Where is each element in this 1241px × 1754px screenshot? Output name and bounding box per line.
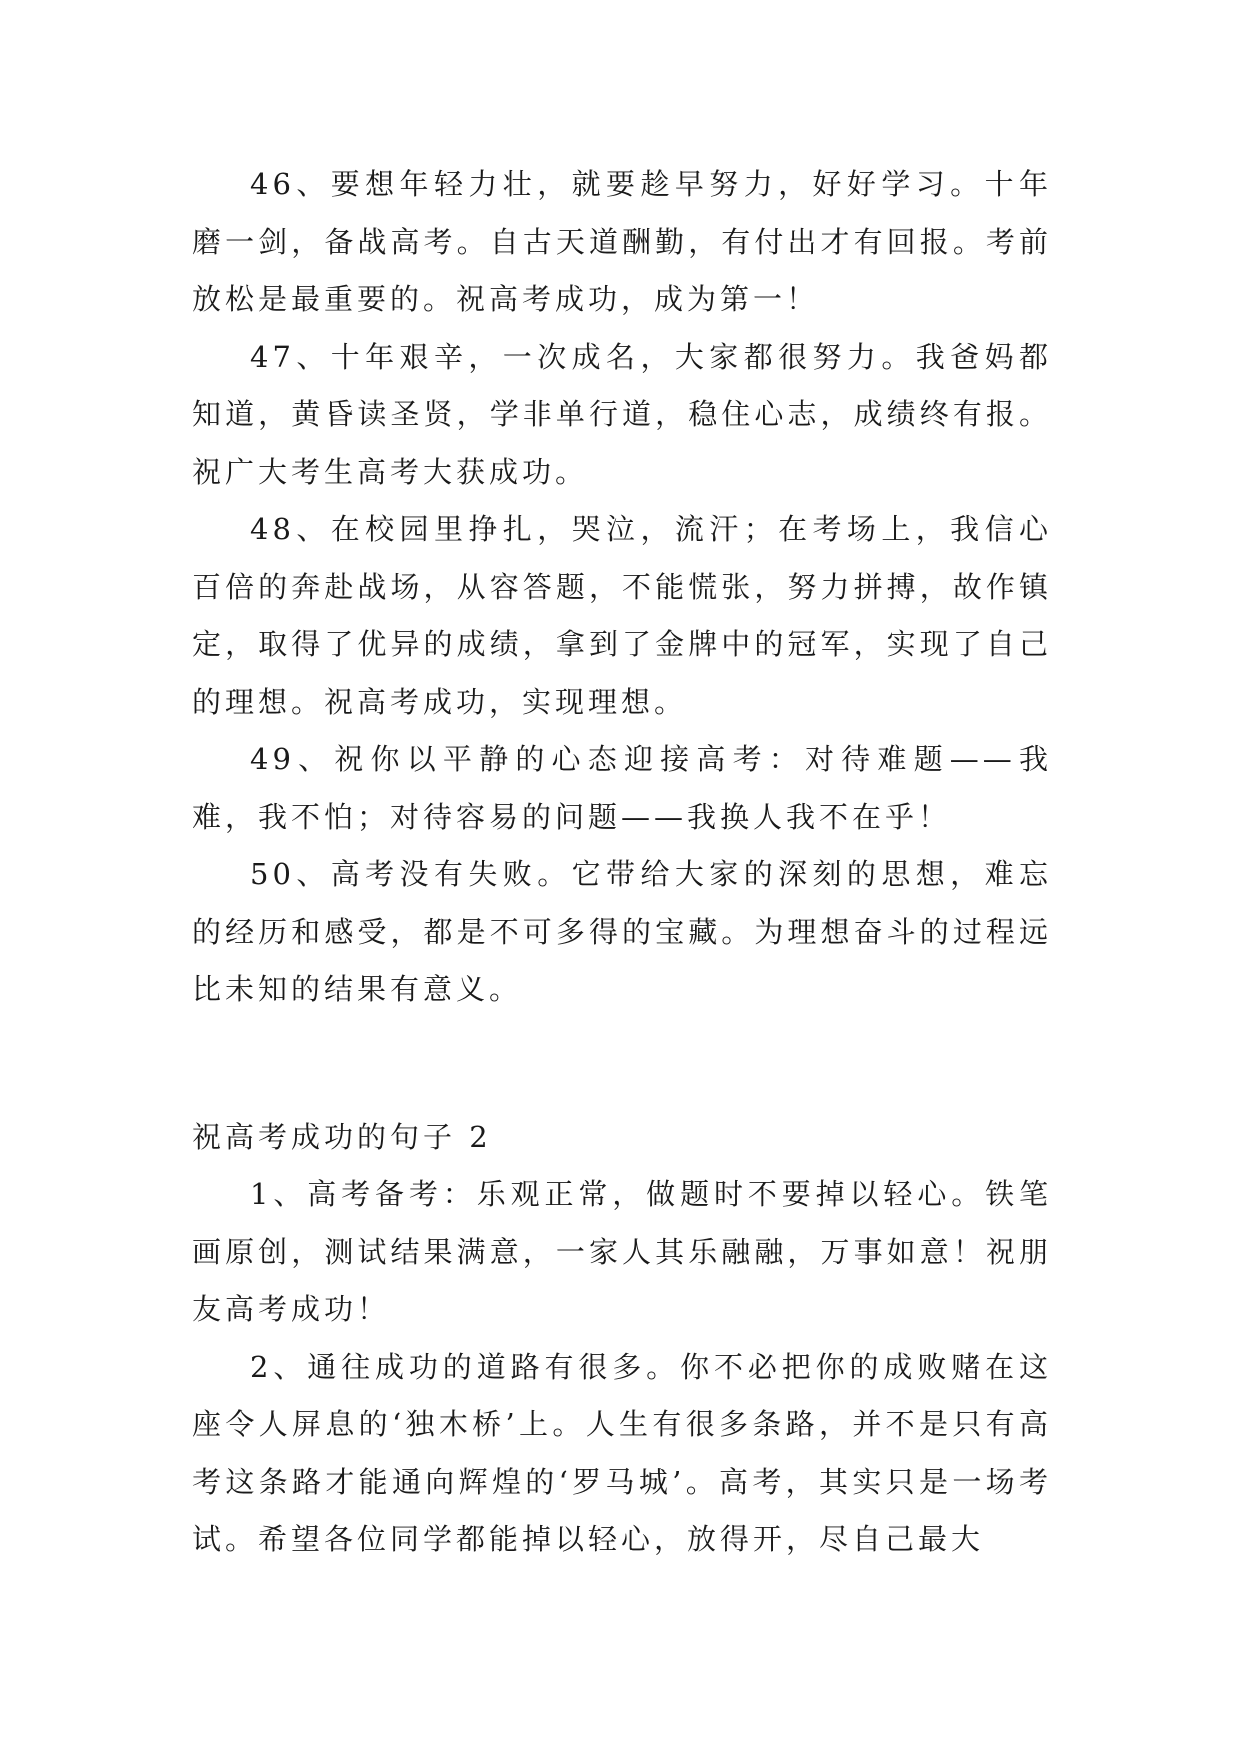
paragraph-2: 2、通往成功的道路有很多。你不必把你的成败赌在这座令人屏息的‘独木桥’上。人生有很多条路，并不是只有高考这条路才能通向辉煌的‘罗马城’。高考，其实只是一场考试。希望各位同学都能掉以轻心，放得开，尽自己最大: [192, 1349, 1052, 1556]
paragraph-47: 47、十年艰辛，一次成名，大家都很努力。我爸妈都知道，黄昏读圣贤，学非单行道，稳住心志，成绩终有报。祝广大考生高考大获成功。: [192, 339, 1052, 489]
section-title: 祝高考成功的句子 2: [192, 1119, 492, 1154]
document-body: [192, 156, 1052, 1569]
paragraph-48: 48、在校园里挣扎，哭泣，流汗；在考场上，我信心百倍的奔赴战场，从容答题，不能慌张，努力拼搏，故作镇定，取得了优异的成绩，拿到了金牌中的冠军，实现了自己的理想。祝高考成功，实现理想。: [192, 512, 1052, 719]
paragraph-49: 49、祝你以平静的心态迎接高考：对待难题——我难，我不怕；对待容易的问题——我换人我不在乎！: [192, 742, 1052, 834]
paragraph-1: 1、高考备考：乐观正常，做题时不要掉以轻心。铁笔画原创，测试结果满意，一家人其乐融融，万事如意！祝朋友高考成功！: [192, 1177, 1052, 1326]
paragraph-46: 46、要想年轻力壮，就要趁早努力，好好学习。十年磨一剑，备战高考。自古天道酬勤，有付出才有回报。考前放松是最重要的。祝高考成功，成为第一！: [192, 167, 1052, 316]
paragraph-50: 50、高考没有失败。它带给大家的深刻的思想，难忘的经历和感受，都是不可多得的宝藏。为理想奋斗的过程远比未知的结果有意义。: [192, 857, 1052, 1006]
